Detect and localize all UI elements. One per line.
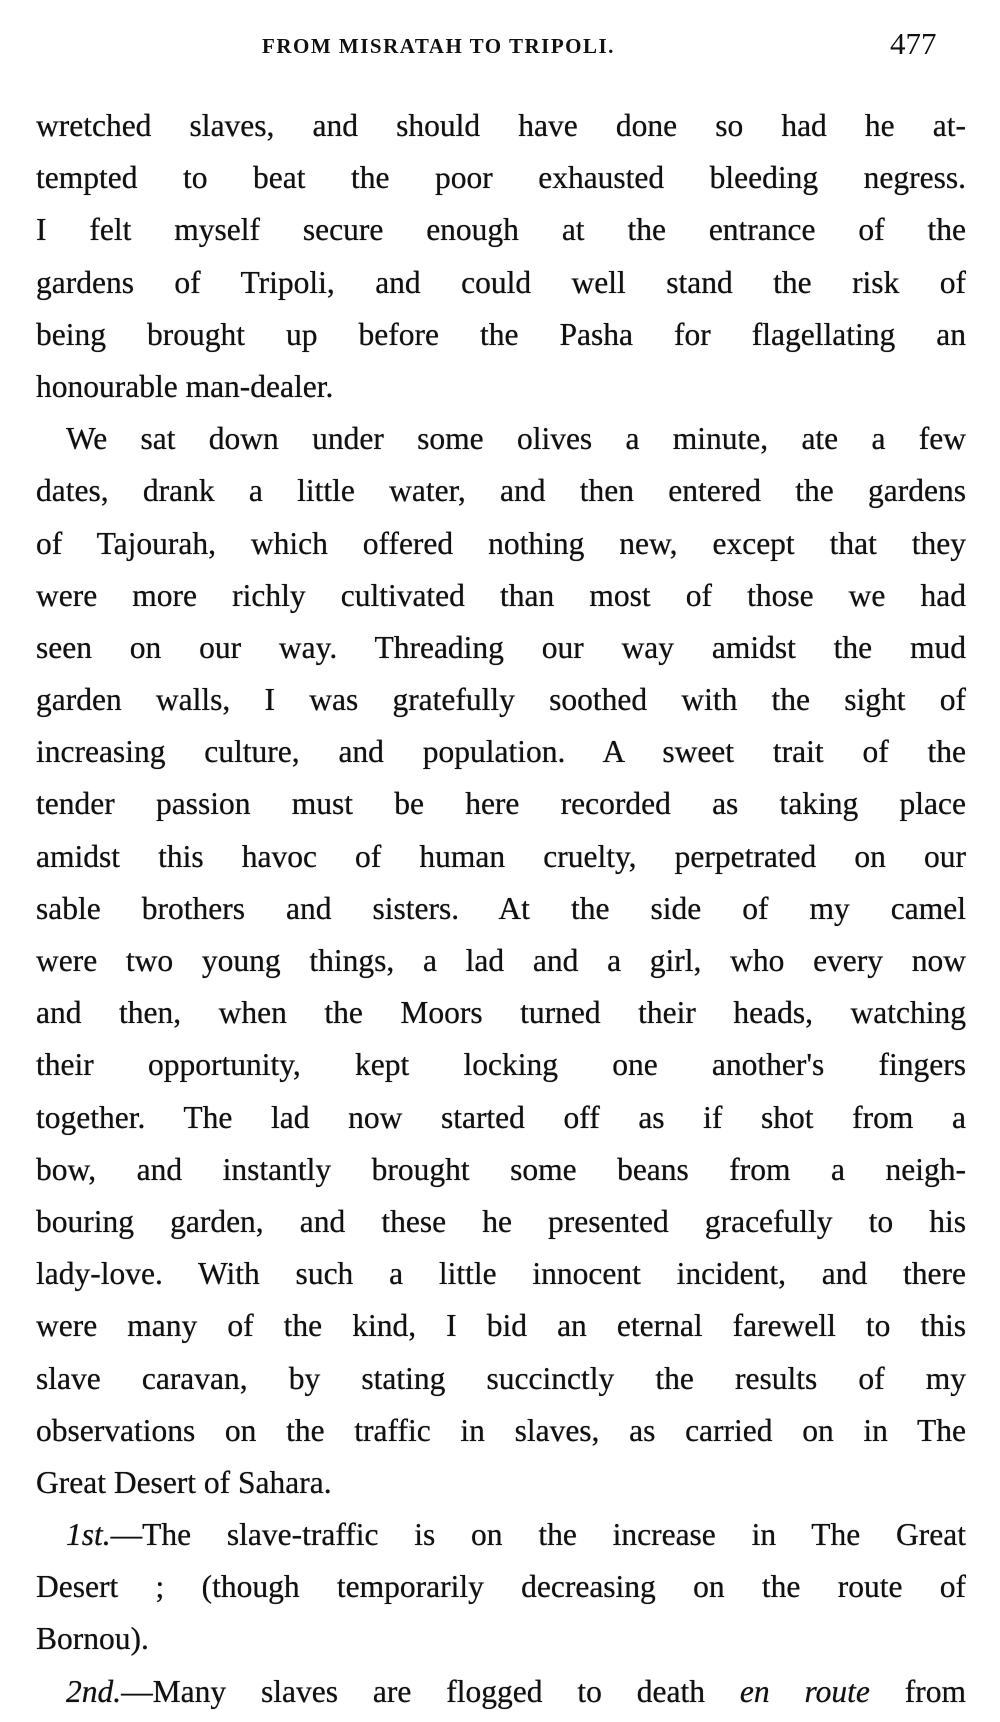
text-segment: their opportunity, kept locking one another's fingers — [36, 1047, 966, 1083]
text-line — [36, 1144, 966, 1196]
text-segment: —Many slaves are flogged to death — [121, 1673, 740, 1709]
text-line — [36, 204, 966, 256]
text-segment: Desert ; (though temporarily decreasing on the route of — [36, 1569, 966, 1605]
text-line — [36, 1509, 966, 1561]
text-segment: and then, when the Moors turned their heads, watching — [36, 995, 966, 1031]
text-line — [36, 778, 966, 830]
text-segment: amidst this havoc of human cruelty, perpetrated on our — [36, 838, 966, 874]
text-segment: lady-love. With such a little innocent incident, and there — [36, 1256, 966, 1292]
text-line — [36, 1405, 966, 1457]
text-line — [36, 1092, 966, 1144]
text-segment: observations on the traffic in slaves, as carried on in The — [36, 1412, 966, 1448]
text-segment: Great Desert of Sahara. — [36, 1464, 332, 1500]
text-line — [36, 1457, 966, 1509]
text-line — [36, 518, 966, 570]
text-segment: were more richly cultivated than most of those we had — [36, 577, 966, 613]
text-segment: I felt myself secure enough at the entrance of the — [36, 212, 966, 248]
text-line — [36, 1353, 966, 1405]
text-segment: tender passion must be here recorded as taking place — [36, 786, 966, 822]
text-line — [36, 1666, 966, 1718]
text-segment: were many of the kind, I bid an eternal farewell to this — [36, 1308, 966, 1344]
text-line — [36, 674, 966, 726]
italic-text: 2nd. — [66, 1673, 122, 1709]
text-line — [36, 622, 966, 674]
text-segment: slave caravan, by stating succinctly the results of my — [36, 1360, 966, 1396]
text-line — [36, 257, 966, 309]
text-line — [36, 935, 966, 987]
text-line — [36, 726, 966, 778]
text-line — [36, 883, 966, 935]
text-line — [36, 1561, 966, 1613]
text-segment: bouring garden, and these he presented gracefully to his — [36, 1203, 966, 1239]
body-text — [36, 100, 966, 1718]
text-segment: Bornou). — [36, 1621, 149, 1657]
text-segment: being brought up before the Pasha for flagellating an — [36, 316, 966, 352]
text-segment: garden walls, I was gratefully soothed with the sight of — [36, 682, 966, 718]
text-segment: dates, drank a little water, and then entered the gardens — [36, 473, 966, 509]
text-line — [36, 413, 966, 465]
text-line — [36, 570, 966, 622]
page-header — [0, 26, 1000, 66]
text-line — [36, 465, 966, 517]
text-segment: from — [869, 1673, 966, 1709]
text-line — [36, 1613, 966, 1665]
italic-text: 1st. — [66, 1517, 111, 1553]
text-line — [36, 831, 966, 883]
text-line — [36, 1248, 966, 1300]
text-segment: gardens of Tripoli, and could well stand the risk of — [36, 264, 966, 300]
text-segment: We sat down under some olives a minute, ate a few — [66, 421, 966, 457]
text-segment: bow, and instantly brought some beans from a neigh- — [36, 1151, 966, 1187]
text-line — [36, 1196, 966, 1248]
text-segment: sable brothers and sisters. At the side of my camel — [36, 890, 966, 926]
text-line — [36, 1039, 966, 1091]
text-segment: tempted to beat the poor exhausted bleeding negress. — [36, 160, 966, 196]
text-segment: honourable man-dealer. — [36, 368, 334, 404]
text-segment: of Tajourah, which offered nothing new, except that they — [36, 525, 966, 561]
text-segment: together. The lad now started off as if shot from a — [36, 1099, 966, 1135]
text-segment: —The slave-traffic is on the increase in The Great — [110, 1517, 966, 1553]
text-segment: increasing culture, and population. A sweet trait of the — [36, 734, 966, 770]
text-line — [36, 152, 966, 204]
text-segment: seen on our way. Threading our way amidst the mud — [36, 629, 966, 665]
running-title: FROM MISRATAH TO TRIPOLI. — [262, 34, 615, 58]
text-segment: were two young things, a lad and a girl, who every now — [36, 943, 966, 978]
text-segment: wretched slaves, and should have done so had he at- — [36, 108, 966, 143]
italic-text: en route — [739, 1673, 870, 1709]
text-line — [36, 361, 966, 413]
text-line — [36, 1300, 966, 1352]
text-line — [36, 100, 966, 152]
text-line — [36, 309, 966, 361]
page-number: 477 — [890, 26, 937, 61]
text-line — [36, 987, 966, 1039]
